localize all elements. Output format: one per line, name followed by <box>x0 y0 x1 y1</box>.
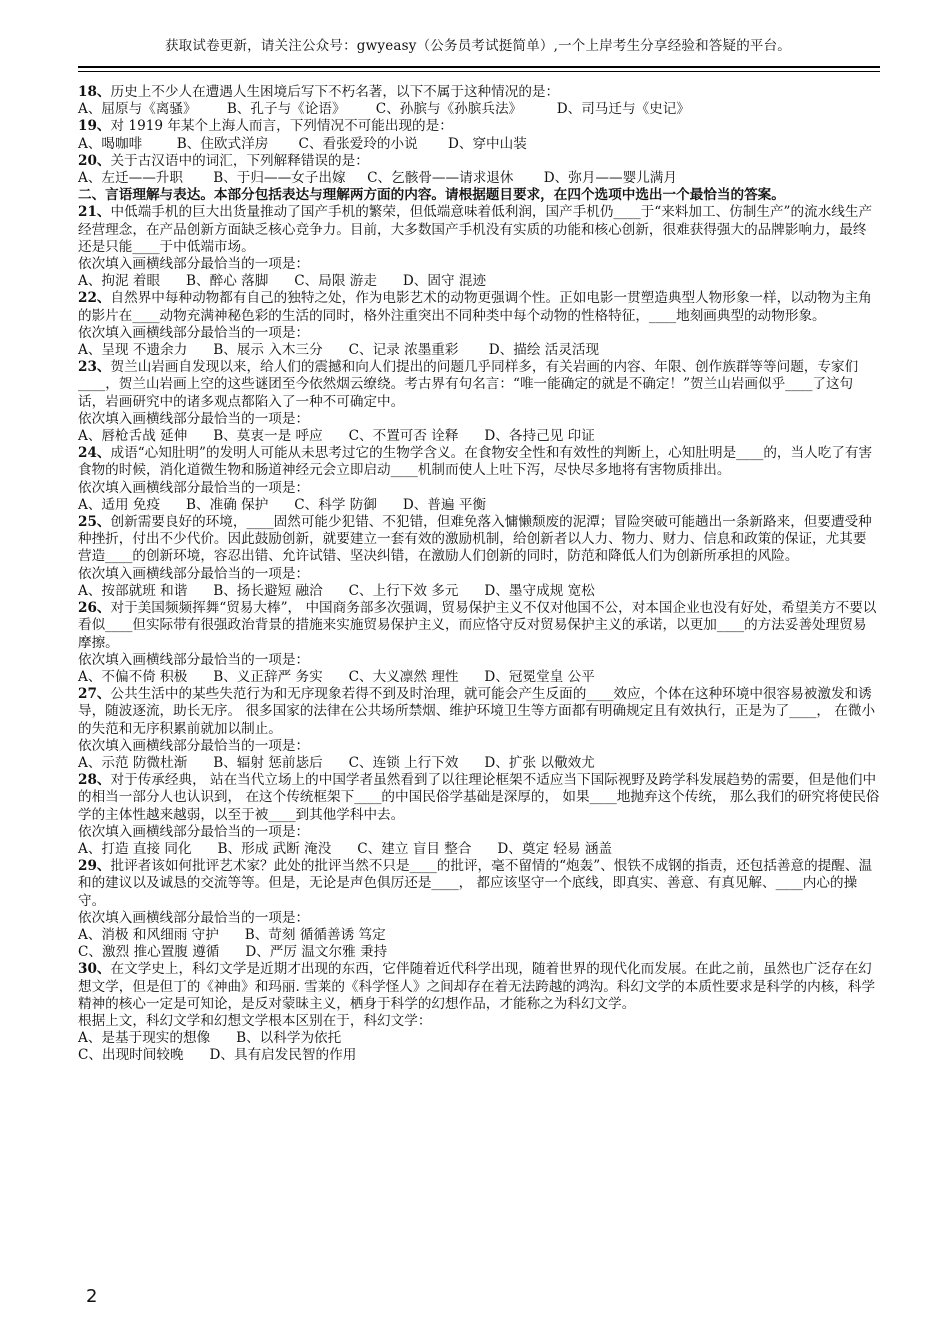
question-prompt: 依次填入画横线部分最恰当的一项是： <box>78 479 310 496</box>
question-text: 中低端手机的巨大出货量推动了国产手机的繁荣，但低端意味着低利润，国产手机仍____于“来料加工、仿制生产”的流水线生产经营理念，在产品创新方面缺乏核心竞争力。目前，大多数国产手机没有实质的功能和核心创新，很难获得强大的品牌影响力，最终还是只能____于中低端市场。 <box>78 204 873 255</box>
question-text: 在文学史上，科幻文学是近期才出现的东西，它伴随着近代科学出现，随着世界的现代化而发展。在此之前，虽然也广泛存在幻想文学，但是但丁的《神曲》和玛丽. 雪莱的《科学怪人》之间却存在着无法跨越的鸿沟。科幻文学的本质性要求是科学的内核，科学精神的核心一定是可知论，是反对蒙昧主义，栖身于科学的幻想作品，才能称之为科幻文学。 <box>78 961 876 1012</box>
question-stem <box>78 686 880 738</box>
question-options: A、消极 和风细雨 守护 B、苛刻 循循善诱 笃定 <box>78 926 386 943</box>
question-number: 26、 <box>78 600 111 617</box>
question-options: A、是基于现实的想像 B、以科学为依托 <box>78 1030 342 1047</box>
question-options: C、激烈 推心置腹 遵循 D、严厉 温文尔雅 秉持 <box>78 944 388 961</box>
question-options: A、唇枪舌战 延伸 B、莫衷一是 呼应 C、不置可否 诠释 D、各持己见 印证 <box>78 428 595 445</box>
question-stem <box>78 359 880 411</box>
section-title: 二、言语理解与表达。本部分包括表达与理解两方面的内容。请根据题目要求，在四个选项中选出一个最恰当的答案。 <box>78 187 785 204</box>
question-number: 21、 <box>78 204 111 221</box>
question-options: A、呈现 不遗余力 B、展示 入木三分 C、记录 浓墨重彩 D、描绘 活灵活现 <box>78 342 600 359</box>
question-options: A、适用 免疫 B、准确 保护 C、科学 防御 D、普遍 平衡 <box>78 496 487 513</box>
question-stem <box>78 118 880 135</box>
question-stem <box>78 84 880 101</box>
question-prompt: 依次填入画横线部分最恰当的一项是： <box>78 324 310 341</box>
question-stem <box>78 445 880 479</box>
question-text: 对 1919 年某个上海人而言，下列情况不可能出现的是： <box>110 118 453 135</box>
question-options: A、不偏不倚 积极 B、义正辞严 务实 C、大义凛然 理性 D、冠冕堂皇 公平 <box>78 668 595 685</box>
question-options: A、拘泥 着眼 B、醉心 落脚 C、局限 游走 D、固守 混迹 <box>78 273 487 290</box>
question-options: A、屈原与《离骚》 B、孔子与《论语》 C、孙膑与《孙膑兵法》 D、司马迁与《史记》 <box>78 101 690 118</box>
question-text: 对于美国频频挥舞“贸易大棒”， 中国商务部多次强调，贸易保护主义不仅对他国不公，对本国企业也没有好处，希望美方不要以看似____但实际带有很强政治背景的措施来实施贸易保护主义，而应恪守反对贸易保护主义的承诺，以更加____的方法妥善处理贸易摩擦。 <box>78 600 877 651</box>
question-text: 成语“心知肚明”的发明人可能从未思考过它的生物学含义。在食物安全性和有效性的判断上，心知肚明是____的，当人吃了有害食物的时候，消化道微生物和肠道神经元会立即启动____机制而使人上吐下泻，尽快尽多地将有害物质排出。 <box>78 445 873 479</box>
page-number: 2 <box>86 1286 98 1307</box>
question-text: 公共生活中的某些失范行为和无序现象若得不到及时治理，就可能会产生反面的____效应，个体在这种环境中很容易被激发和诱导，随波逐流，助长无序。 很多国家的法律在公共场所禁烟、维护环境卫生等方面都有明确规定且有效执行，正是为了____， 在微小的失范和无序积累前就加以制止。 <box>78 686 876 737</box>
question-number: 29、 <box>78 858 111 875</box>
question-number: 27、 <box>78 686 111 703</box>
question-stem <box>78 858 880 910</box>
question-options: A、打造 直接 同化 B、形成 武断 淹没 C、建立 盲目 整合 D、奠定 轻易 涵盖 <box>78 840 613 857</box>
question-prompt: 依次填入画横线部分最恰当的一项是： <box>78 256 310 273</box>
question-text: 创新需要良好的环境，____固然可能少犯错、不犯错，但难免落入慵懒颓废的泥潭；冒险突破可能趟出一条新路来，但要遭受种种挫折，付出不少代价。因此鼓励创新，就要建立一套有效的激励机制，给创新者以人力、物力、财力、信息和政策的保证，尤其要营造____的创新环境，容忍出错、允许试错、坚决纠错，在激励人们创新的同时，防范和降低人们为创新所承担的风险。 <box>78 514 872 565</box>
question-text: 贺兰山岩画自发现以来，给人们的震撼和向人们提出的问题几乎同样多，有关岩画的内容、年限、创作族群等等问题，专家们____，贺兰山岩画上空的这些谜团至今依然烟云缭绕。考古界有句名言：“唯一能确定的就是不确定！”贺兰山岩画似乎____了这句话，岩画研究中的诸多观点都陷入了一种不可确定中。 <box>78 359 859 410</box>
question-text: 对于传承经典， 站在当代立场上的中国学者虽然看到了以往理论框架不适应当下国际视野及跨学科发展趋势的需要，但是他们中的相当一部分人也认识到， 在这个传统框架下____的中国民俗学基础是深厚的， 如果____地抛弃这个传统， 那么我们的研究将使民俗学的主体性越来越弱，以至于被____到其他学科中去。 <box>78 772 880 823</box>
question-stem <box>78 600 880 652</box>
question-stem <box>78 961 880 1013</box>
question-number: 20、 <box>78 152 111 169</box>
question-stem <box>78 772 880 824</box>
page-header-notice: 获取试卷更新，请关注公众号：gwyeasy（公务员考试挺简单）,一个上岸考生分享经验和答疑的平台。 <box>164 38 791 54</box>
question-options: A、喝咖啡 B、住欧式洋房 C、看张爱玲的小说 D、穿中山装 <box>78 135 527 152</box>
question-prompt: 依次填入画横线部分最恰当的一项是： <box>78 651 310 668</box>
question-prompt: 依次填入画横线部分最恰当的一项是： <box>78 565 310 582</box>
question-number: 23、 <box>78 359 111 376</box>
question-number: 19、 <box>78 118 111 135</box>
question-stem <box>78 204 880 256</box>
question-prompt: 依次填入画横线部分最恰当的一项是： <box>78 909 310 926</box>
header-rule-thick <box>78 66 880 68</box>
question-prompt: 根据上文，科幻文学和幻想文学根本区别在于，科幻文学： <box>78 1012 432 1029</box>
question-text: 关于古汉语中的词汇，下列解释错误的是： <box>110 152 369 169</box>
header-rule-thin <box>78 71 880 72</box>
question-options: C、出现时间较晚 D、具有启发民智的作用 <box>78 1047 357 1064</box>
exam-content <box>78 84 880 1065</box>
question-stem <box>78 514 880 566</box>
question-number: 24、 <box>78 445 111 462</box>
question-text: 自然界中每种动物都有自己的独特之处，作为电影艺术的动物更强调个性。正如电影一贯塑造典型人物形象一样，以动物为主角的影片在____动物充满神秘色彩的生活的同时，格外注重突出不同种类中每个动物的性格特征，____地刻画典型的动物形象。 <box>78 290 872 324</box>
question-text: 批评者该如何批评艺术家？此处的批评当然不只是____的批评，毫不留情的“炮轰”、恨铁不成钢的指责，还包括善意的提醒、温和的建议以及诚恳的交流等等。但是，无论是声色俱厉还是____， 都应该坚守一个底线，即真实、善意、有真见解、____内心的操守。 <box>78 858 873 909</box>
question-options: A、按部就班 和谐 B、扬长避短 融洽 C、上行下效 多元 D、墨守成规 宽松 <box>78 582 595 599</box>
question-number: 18、 <box>78 84 111 100</box>
question-stem <box>78 153 880 170</box>
question-number: 25、 <box>78 514 111 531</box>
question-number: 30、 <box>78 961 111 978</box>
question-text: 历史上不少人在遭遇人生困境后写下不朽名著，以下不属于这种情况的是： <box>110 84 560 100</box>
question-options: A、示范 防微杜渐 B、辐射 惩前毖后 C、连锁 上行下效 D、扩张 以儆效尤 <box>78 754 595 771</box>
question-options: A、左迁——升职 B、于归——女子出嫁 C、乞骸骨——请求退休 D、弥月——婴儿满月 <box>78 170 677 187</box>
question-stem <box>78 290 880 324</box>
question-prompt: 依次填入画横线部分最恰当的一项是： <box>78 410 310 427</box>
question-prompt: 依次填入画横线部分最恰当的一项是： <box>78 737 310 754</box>
question-number: 28、 <box>78 772 111 789</box>
question-prompt: 依次填入画横线部分最恰当的一项是： <box>78 823 310 840</box>
question-number: 22、 <box>78 290 111 307</box>
